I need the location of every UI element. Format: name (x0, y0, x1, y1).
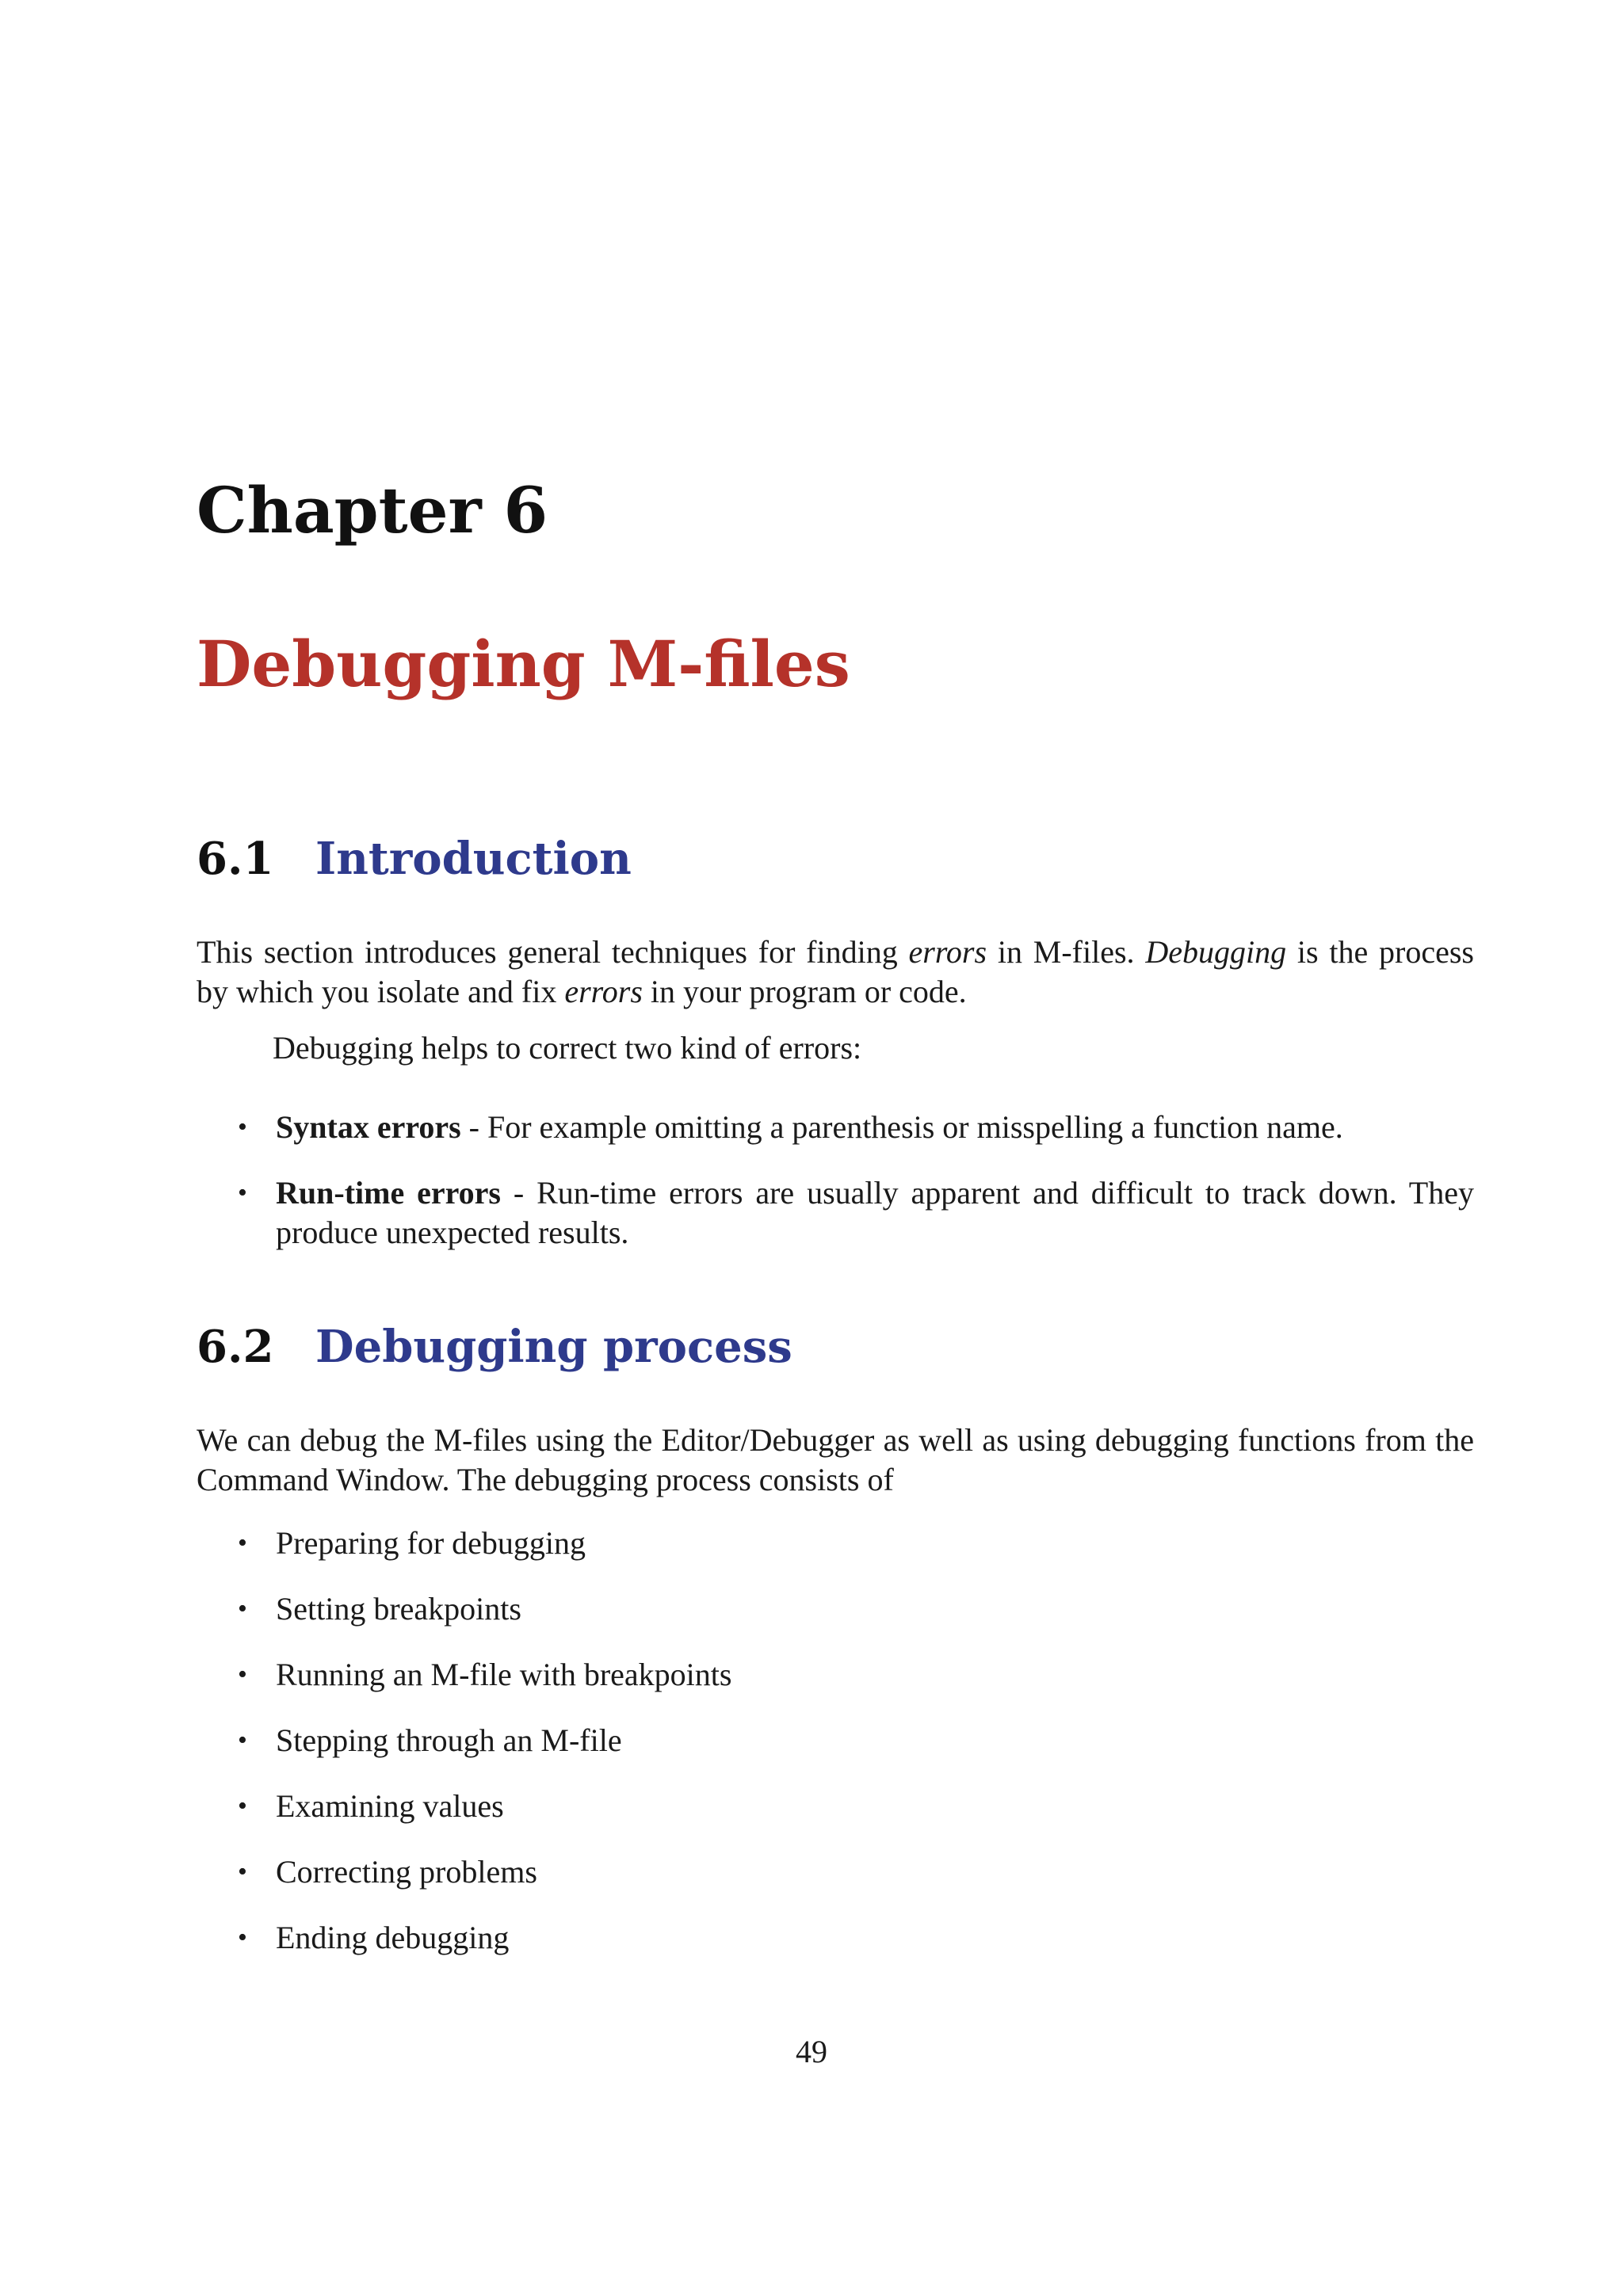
text-run: is the process by which you isolate and fix (197, 934, 1474, 1009)
list-item-text: Running an M-file with breakpoints (276, 1657, 732, 1692)
page-number: 49 (796, 2034, 827, 2069)
list-item-term: Syntax errors (276, 1109, 461, 1145)
emphasis-errors: errors (564, 974, 643, 1009)
list-item (238, 1787, 1474, 1826)
section-number: 6.1 (197, 833, 274, 885)
list-item (238, 1655, 1474, 1695)
list-item (238, 1589, 1474, 1629)
list-item-text: Examining values (276, 1788, 504, 1824)
text-run: This section introduces general techniques for finding (197, 934, 909, 970)
errors-intro-line: Debugging helps to correct two kind of errors: (273, 1030, 862, 1066)
list-item (238, 1524, 1474, 1563)
chapter-title: Debugging M-files (197, 627, 850, 701)
bullet-icon: • (238, 1857, 247, 1886)
list-item (238, 1108, 1474, 1147)
section-heading-debugging-process (197, 1320, 792, 1374)
intro-paragraph (197, 933, 1474, 1012)
list-item (238, 1721, 1474, 1760)
process-paragraph: We can debug the M-files using the Editor/Debugger as well as using debugging functions from the Command Window. The debugging process consists of (197, 1422, 1474, 1497)
list-item (238, 1852, 1474, 1892)
bullet-icon: • (238, 1726, 247, 1755)
list-item (238, 1918, 1474, 1958)
section-number: 6.2 (197, 1321, 274, 1373)
list-item-text: Preparing for debugging (276, 1525, 586, 1561)
list-item-text: Correcting problems (276, 1854, 537, 1890)
bullet-icon: • (238, 1791, 247, 1821)
bullet-icon: • (238, 1923, 247, 1952)
list-item-text: Setting breakpoints (276, 1591, 521, 1627)
bullet-icon: • (238, 1660, 247, 1689)
section-title: Introduction (315, 833, 632, 885)
list-item-term: Run-time errors (276, 1175, 501, 1211)
list-item-text: Stepping through an M-file (276, 1722, 622, 1758)
text-run: in M-files. (987, 934, 1146, 970)
emphasis-errors: errors (908, 934, 987, 970)
list-item-text: Ending debugging (276, 1920, 510, 1955)
list-item (238, 1173, 1474, 1253)
bullet-icon: • (238, 1528, 247, 1558)
bullet-icon: • (238, 1594, 247, 1623)
bullet-icon: • (238, 1112, 247, 1142)
text-run: in your program or code. (642, 974, 967, 1009)
section-title: Debugging process (315, 1321, 792, 1373)
list-item-text: - Run-time errors are usually apparent and difficult to track down. They produce unexpected results. (276, 1175, 1474, 1250)
bullet-icon: • (238, 1178, 247, 1207)
chapter-label: Chapter 6 (197, 473, 548, 547)
emphasis-debugging: Debugging (1145, 934, 1287, 970)
list-item-text: - For example omitting a parenthesis or misspelling a function name. (460, 1109, 1343, 1145)
section-heading-introduction (197, 832, 632, 886)
